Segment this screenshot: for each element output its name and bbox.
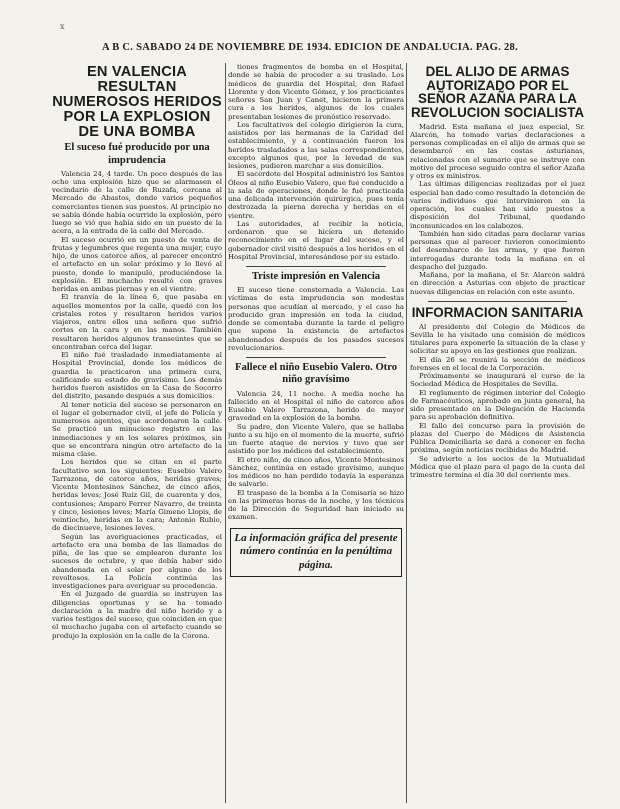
paragraph: El fallo del concurso para la provisión de plazas del Cuerpo de Médicos de Asistencia Pública Domiciliaria se dará a conocer en fecha próxima, según noticias recibidas de Madrid. [410, 421, 585, 455]
section-title-death: Fallece el niño Eusebio Valero. Otro niño gravísimo [234, 362, 398, 386]
article-headline-arms: DEL ALIJO DE ARMAS AUTORIZADO POR EL SEÑOR AZAÑA PARA LA REVOLUCION SOCIALISTA [410, 64, 585, 121]
article-subheadline: El suceso fué producido por una imprudencia [64, 142, 210, 166]
article-headline-valencia: EN VALENCIA RESULTAN NUMEROSOS HERIDOS POR LA EXPLOSION DE UNA BOMBA [52, 64, 222, 140]
paragraph: El traspaso de la bomba a la Comisaría se hizo en las primeras horas de la noche, y los técnicos de la Dirección de Seguridad han iniciado su examen. [228, 488, 404, 522]
paragraph: El reglamento de régimen interior del Colegio de Farmacéuticos, aprobado en junta general, ha sido presentado en la Delegación de Hacienda para su aprobación definitiva. [410, 388, 585, 422]
paragraph: El tranvía de la línea 6, que pasaba en aquellos momentos por la calle, quedó con los cristales rotos y resultaron heridos varios viajeros, entre ellos una señora que sufrió cortes en la cara y en las manos. También resultaron heridos algunos transeúntes que se encontraban cerca del lugar. [52, 293, 222, 351]
paragraph: Al presidente del Colegio de Médicos de Sevilla le ha visitado una comisión de médicos titulares para exponerle la situación de la clase y solicitar su apoyo en las gestiones que realizan. [410, 322, 585, 356]
paragraph: El niño fué trasladado inmediatamente al Hospital Provincial, donde los médicos de guardia le practicaron una primera cura, calificando su estado de gravísimo. Los demás heridos fueron asistidos en la Casa de Socorro del distrito, pasando después a sus domicilios. [52, 351, 222, 401]
section-separator [246, 357, 386, 358]
paragraph: tiones fragmentos de bomba en el Hospital, donde se había de proceder a su traslado. Los médicos de guardia del Hospital, don Rafael Llorente y don Vicente Gómez, y los practicantes señores San Juan y Canet, hicieron la primera cura a los heridos, algunos de los cuales presentaban lesiones de pronóstico reservado. [228, 63, 404, 121]
paragraph: Al tener noticia del suceso se personaron en el lugar el gobernador civil, el jefe de Policía y numerosos agentes, que acordonaron la calle. Se practicó un minucioso registro en las inmediaciones y en los solares próximos, sin que se encontrara ningún otro artefacto de la misma clase. [52, 400, 222, 459]
article-headline-health: INFORMACION SANITARIA [411, 304, 584, 320]
paragraph: También han sido citadas para declarar varias personas que al parecer tuvieron conocimiento del desembarco de las armas, y que fueron interrogadas durante toda la mañana en el despacho del juzgado. [410, 229, 585, 271]
graphic-info-notice: La información gráfica del presente número continúa en la penúltima página. [230, 528, 402, 577]
paragraph: Madrid. Esta mañana el juez especial, Sr. Alarcón, ha tomado varias declaraciones a personas complicadas en el alijo de armas que se desembarcó en las costas asturianas, relacionadas con el sumario que se instruye con motivo del proceso seguido contra el señor Azaña y otros ex ministros. [410, 122, 585, 181]
section-separator [246, 266, 386, 267]
paragraph: Las últimas diligencias realizadas por el juez especial han dado como resultado la detención de varios individuos que intervinieron en la operación, los cuales han sido puestos a disposición del Tribunal, quedando incomunicados en los calabozos. [410, 180, 585, 230]
section-separator [428, 301, 567, 302]
column-2 [228, 63, 404, 803]
column-divider [406, 63, 407, 803]
paragraph: El otro niño, de cinco años, Vicente Montesinos Sánchez, continúa en estado gravísimo, aunque los médicos no han perdido todavía la esperanza de salvarle. [228, 455, 404, 489]
section-title-impression: Triste impresión en Valencia [251, 271, 381, 282]
paragraph: Mañana, por la mañana, el Sr. Alarcón saldrá en dirección a Asturias con objeto de practicar nuevas diligencias en relación con este asunto. [410, 271, 585, 296]
paragraph: Los facultativos del colegio dirigieron la cura, asistidos por las hermanas de la Caridad del establecimiento, y a continuación fueron los heridos trasladados a las salas correspondientes, excepto algunos que, por la levedad de sus lesiones, pudieron marchar a sus domicilios. [228, 120, 404, 170]
paragraph: El suceso ocurrió en un puesto de venta de frutas y legumbres que regenta una mujer, cuyo hijo, de unos catorce años, al parecer encontró el artefacto en un solar próximo y lo llevó al puesto, donde lo manipuló, produciéndose la explosión. El muchacho resultó con graves heridas en ambas piernas y en el vientre. [52, 235, 222, 294]
column-divider [225, 63, 226, 803]
column-3 [410, 63, 585, 803]
page-header: A B C. SABADO 24 DE NOVIEMBRE DE 1934. EDICION DE ANDALUCIA. PAG. 28. [101, 42, 519, 53]
paragraph: Valencia 24, 11 noche. A media noche ha fallecido en el Hospital el niño de catorce años Eusebio Valero Tarrazona, herido de mayor gravedad en la explosión de la bomba. [228, 389, 404, 423]
paragraph: Próximamente se inaugurará el curso de la Sociedad Médica de Hospitales de Sevilla. [410, 372, 585, 389]
paragraph: Su padre, don Vicente Valero, que se hallaba junto a su hijo en el momento de la muerte, sufrió un fuerte ataque de nervios y tuvo que ser asistido por los médicos del establecimiento. [228, 422, 404, 456]
page-corner-mark: x [60, 22, 65, 31]
paragraph: El sacerdote del Hospital administró los Santos Óleos al niño Eusebio Valero, que fué conducido a la sala de operaciones, donde le fué practicada una delicada intervención quirúrgica, pues tenía destrozada la pierna derecha y heridas en el vientre. [228, 170, 404, 220]
paragraph: Los heridos que se citan en el parte facultativo son los siguientes: Eusebio Valero Tarrazona, de catorce años, heridas graves; Vicente Montesinos Sánchez, de cinco años, heridas leves; José Ruiz Gil, de cuarenta y dos, contusiones; Amparo Ferrer Navarro, de treinta y cinco, lesiones leves; María Gimeno Llopis, de veintiocho, heridas en la cara; Antonio Rubio, de diecinueve, lesiones leves. [52, 458, 222, 533]
paragraph: Las autoridades, al recibir la noticia, ordenaron que se hiciera un detenido reconocimiento en el lugar del suceso, y el gobernador civil visitó después a los heridos en el Hospital Provincial, interesándose por su estado. [228, 219, 404, 261]
paragraph: En el Juzgado de guardia se instruyen las diligencias oportunas y se ha tomado declaración a la madre del niño herido y a varios testigos del suceso, que coinciden en que el muchacho jugaba con el artefacto cuando se produjo la explosión en la calle de la Corona. [52, 590, 222, 640]
paragraph: El día 26 se reunirá la sección de médicos forenses en el local de la Corporación. [410, 355, 585, 372]
column-1 [52, 63, 222, 803]
paragraph: Valencia 24, 4 tarde. Un poco después de las ocho una explosión hizo que se alarmasen el vecindario de la calle de Ruzafa, cercana al Mercado de Abastos, donde varios pequeños comerciantes tienen sus puestos. Al principio no se sabía dónde había ocurrido la explosión, pero luego se vió que había sido en un puesto de la acera, a la entrada de la calle del Mercado. [52, 169, 222, 236]
paragraph: Se advierte a los socios de la Mutualidad Médica que el plazo para el pago de la cuota del trimestre termina el día 30 del corriente mes. [410, 454, 585, 480]
paragraph: El suceso tiene consternada a Valencia. Las víctimas de esta imprudencia son modestas personas que acudían al mercado, y el caso ha producido gran impresión en toda la ciudad, donde se comentaba durante la tarde el peligro que supone la existencia de artefactos abandonados después de los pasados sucesos revolucionarios. [228, 286, 404, 352]
paragraph: Según las averiguaciones practicadas, el artefacto era una bomba de las llamadas de piña, de las que se emplearon durante los sucesos de octubre, y que debía haber sido abandonada en el solar por alguno de los revoltosos. La Policía continúa las investigaciones para averiguar su procedencia. [52, 532, 222, 591]
